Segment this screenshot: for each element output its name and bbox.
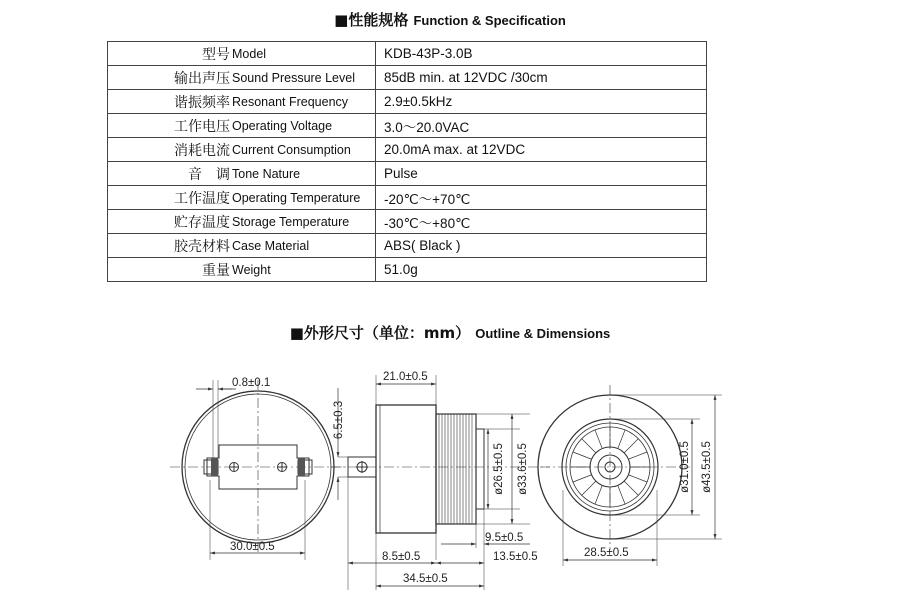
dimension-heading-cn: ■外形尺寸（单位：mm） xyxy=(289,324,471,342)
dimension-heading-en: Outline & Dimensions xyxy=(475,326,611,341)
spec-heading-en: Function & Specification xyxy=(413,13,566,28)
spec-label-en: Operating Temperature xyxy=(232,190,361,205)
spec-label-cn: 胶壳材料 xyxy=(174,238,230,255)
spec-heading-cn: ■性能规格 xyxy=(334,11,409,29)
spec-label-cn: 重量 xyxy=(202,262,230,279)
spec-label-en: Sound Pressure Level xyxy=(232,70,355,85)
dim-inner-dia: ø26.5±0.5 xyxy=(493,443,505,495)
spec-label-cn: 消耗电流 xyxy=(174,142,230,159)
dim-pin-spacing: 30.0±0.5 xyxy=(230,541,275,553)
spec-value: -20℃～+70℃ xyxy=(376,186,707,210)
spec-value: Pulse xyxy=(376,162,707,186)
dim-body-depth: 21.0±0.5 xyxy=(383,371,428,383)
spec-label-cn: 音 调 xyxy=(188,166,230,183)
spec-label-cn: 工作温度 xyxy=(174,190,230,207)
dim-grille-dia: ø31.0±0.5 xyxy=(679,441,691,493)
front-view xyxy=(170,380,346,560)
dim-outer-front-dia: ø33.6±0.5 xyxy=(517,443,529,495)
spec-label-en: Case Material xyxy=(232,238,310,253)
rear-view xyxy=(538,385,722,566)
dim-body-dia: ø43.5±0.5 xyxy=(701,441,713,493)
spec-value: 3.0～20.0VAC xyxy=(376,114,707,138)
spec-label-en: Operating Voltage xyxy=(232,118,333,133)
spec-label-en: Resonant Frequency xyxy=(232,94,349,109)
spec-value: 2.9±0.5kHz xyxy=(376,90,707,114)
spec-label-en: Tone Nature xyxy=(232,166,301,181)
spec-value: 20.0mA max. at 12VDC xyxy=(376,138,707,162)
spec-label-en: Storage Temperature xyxy=(232,214,350,229)
spec-value: KDB-43P-3.0B xyxy=(376,42,707,66)
dim-pin-height: 6.5±0.3 xyxy=(333,400,345,440)
side-body xyxy=(376,405,436,533)
spec-value: -30℃～+80℃ xyxy=(376,210,707,234)
spec-value: 51.0g xyxy=(376,258,707,282)
spec-value: 85dB min. at 12VDC /30cm xyxy=(376,66,707,90)
dim-front-depth: 9.5±0.5 xyxy=(485,532,524,544)
spec-label-en: Weight xyxy=(232,262,271,277)
dim-pin-width: 0.8±0.1 xyxy=(232,377,271,389)
spec-label-cn: 工作电压 xyxy=(174,118,230,135)
spec-label-cn: 贮存温度 xyxy=(174,214,230,231)
spec-label-cn: 输出声压 xyxy=(174,70,230,87)
spec-label-en: Model xyxy=(232,46,267,61)
dim-front-length: 13.5±0.5 xyxy=(493,551,538,563)
spec-label-en: Current Consumption xyxy=(232,142,351,157)
spec-label-cn: 型号 xyxy=(202,46,230,63)
dim-grille-width: 28.5±0.5 xyxy=(584,547,629,559)
spec-label-cn: 谐振频率 xyxy=(174,94,230,111)
spec-value: ABS( Black ) xyxy=(376,234,707,258)
dim-tab-length: 8.5±0.5 xyxy=(382,551,421,563)
dim-total-length: 34.5±0.5 xyxy=(403,573,448,585)
